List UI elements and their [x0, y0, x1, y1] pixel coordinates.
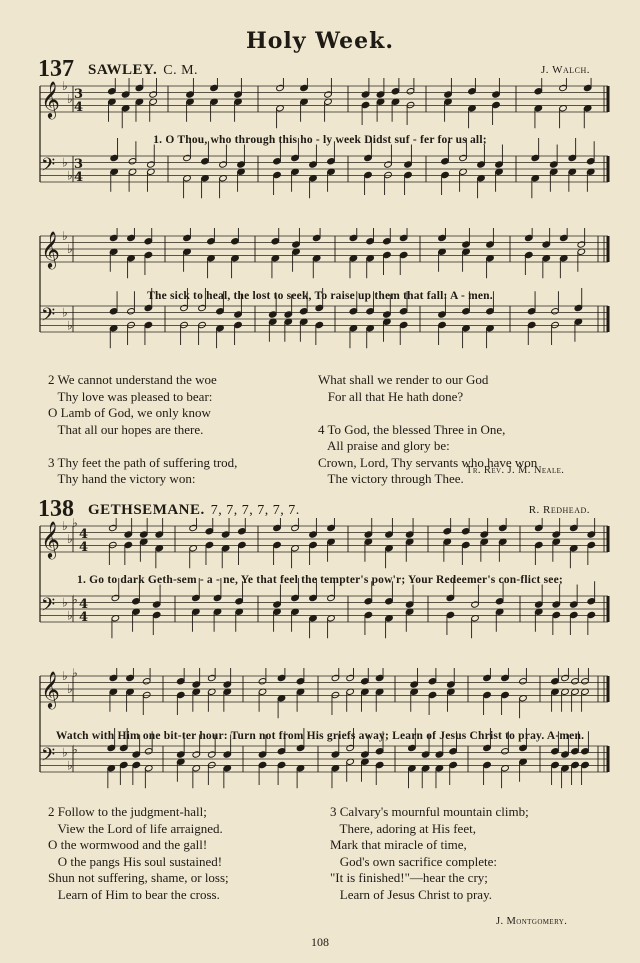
- svg-text:♭: ♭: [67, 532, 73, 546]
- hymn-137-verses-left: 2 We cannot understand the woe Thy love was pleased to bear: O Lamb of God, we only know That all our hopes are there. 3 Thy feet the path of suffering trod, Thy hand the victory won:: [48, 372, 238, 486]
- hymn-translator: Tr. Rev. J. M. Neale.: [466, 465, 565, 476]
- svg-text:𝄞: 𝄞: [41, 520, 60, 558]
- svg-text:𝄞: 𝄞: [41, 230, 60, 268]
- lyric-line: Watch with Him one bit-ter hour: Turn not from His griefs away; Learn of Jesus Christ to pray. A-men.: [55, 730, 585, 742]
- svg-text:♭: ♭: [67, 758, 73, 773]
- svg-text:♭: ♭: [62, 669, 68, 683]
- svg-text:♭: ♭: [67, 168, 73, 183]
- svg-text:4: 4: [79, 610, 89, 625]
- svg-text:♭: ♭: [72, 518, 78, 530]
- svg-text:♭: ♭: [67, 608, 73, 623]
- hymn-meter: C. M.: [163, 63, 199, 78]
- svg-text:𝄞: 𝄞: [41, 80, 60, 118]
- lyric-line: 1. O Thou, who through this ho - ly week Didst suf - fer for us all;: [153, 134, 487, 146]
- hymn-author: J. Montgomery.: [496, 916, 568, 927]
- svg-text:3: 3: [74, 157, 84, 172]
- staff-group: [40, 668, 608, 788]
- svg-text:♭: ♭: [72, 668, 78, 680]
- svg-text:♭: ♭: [62, 155, 68, 170]
- svg-text:♭: ♭: [62, 79, 68, 93]
- hymn-138-verses-left: 2 Follow to the judgment-hall; View the Lord of life arraigned. O the wormwood and the gall! O the pangs His soul sustained! Shun not suffering, shame, or loss; Learn of Him to bear the cross.: [48, 804, 229, 902]
- staff-group: [40, 228, 608, 348]
- svg-text:♭: ♭: [62, 305, 68, 320]
- hymn-meter: 7, 7, 7, 7, 7, 7.: [210, 503, 300, 518]
- svg-text:4: 4: [79, 527, 89, 542]
- svg-text:𝄞: 𝄞: [41, 670, 60, 708]
- svg-text:♭: ♭: [67, 682, 73, 696]
- svg-text:4: 4: [79, 597, 89, 612]
- svg-text:♭: ♭: [62, 519, 68, 533]
- hymn-tune-name: GETHSEMANE. 7, 7, 7, 7, 7, 7.: [88, 502, 300, 518]
- svg-text:𝄢: 𝄢: [41, 745, 56, 770]
- svg-text:♭: ♭: [72, 592, 78, 607]
- svg-text:♭: ♭: [67, 242, 73, 256]
- hymn-composer: J. Walch.: [541, 64, 590, 76]
- hymn-number: 138: [38, 496, 74, 522]
- svg-text:♭: ♭: [62, 229, 68, 243]
- svg-text:♭: ♭: [67, 318, 73, 333]
- svg-text:𝄢: 𝄢: [41, 595, 56, 620]
- svg-text:𝄢: 𝄢: [41, 155, 56, 180]
- hymn-number: 137: [38, 56, 74, 82]
- hymn-137-music: [30, 78, 610, 358]
- svg-text:4: 4: [74, 170, 84, 185]
- svg-text:4: 4: [74, 100, 84, 115]
- svg-text:♭: ♭: [62, 745, 68, 760]
- svg-text:3: 3: [74, 87, 84, 102]
- svg-text:𝄢: 𝄢: [41, 305, 56, 330]
- hymn-137-verses-right: What shall we render to our God For all that He hath done? 4 To God, the blessed Three in One, All praise and glory be: Crown, Lord, Thy servants who have won The victory through Thee.: [318, 372, 538, 486]
- page-number: 108: [311, 935, 329, 949]
- lyric-line: The sick to heal, the lost to seek, To raise up them that fall: A - men.: [147, 290, 493, 302]
- svg-text:♭: ♭: [67, 92, 73, 106]
- hymn-138-music: [30, 518, 610, 798]
- page-title: Holy Week.: [245, 28, 395, 54]
- svg-text:♭: ♭: [62, 595, 68, 610]
- svg-text:4: 4: [79, 540, 89, 555]
- svg-text:♭: ♭: [72, 742, 78, 757]
- hymn-tune-name: SAWLEY. C. M.: [88, 62, 199, 78]
- hymn-composer: R. Redhead.: [528, 504, 590, 516]
- lyric-line: 1. Go to dark Geth-sem - a - ne, Ye that feel the tempter's pow'r; Your Redeemer's con-flict see;: [77, 574, 563, 586]
- hymn-138-verses-right: 3 Calvary's mournful mountain climb; There, adoring at His feet, Mark that miracle of time, God's own sacrifice complete: "It is finished!"—hear the cry; Learn of Jesus Christ to pray.: [330, 804, 529, 902]
